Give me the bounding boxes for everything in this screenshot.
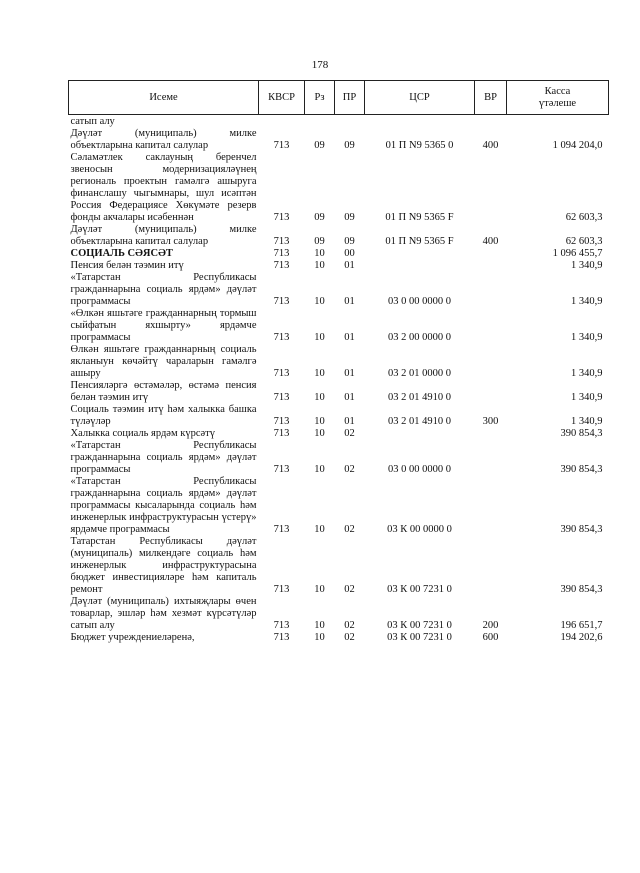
cell-name: Сәламәтлек саклауның беренчел звеносын модернизацияләүнең региональ проектын гамәлгә ашыруга финанслашу чыгымнары, шул исәптән Россия Федерациясе Хөкүмәте резерв фонды акчалары исәбеннән: [70, 152, 257, 223]
header-csr: ЦСР: [365, 81, 475, 115]
table-row: [69, 272, 609, 308]
cell-name: «Өлкән яшьтәге гражданнарның тормыш сыйфатын яхшырту» ярдәмче программасы: [70, 308, 257, 343]
cell-csr: 03 К 00 0000 0: [387, 524, 452, 535]
table-row: [69, 632, 609, 644]
cell-name: Социаль тәэмин итү һәм халыкка башка түләүләр: [70, 404, 257, 427]
cell-kassa: 1 340,9: [571, 260, 603, 271]
cell-csr: [365, 115, 475, 129]
cell-rz: 10: [314, 464, 325, 475]
table-row: [69, 380, 609, 404]
cell-kassa: 194 202,6: [560, 632, 603, 643]
cell-name: «Татарстан Республикасы гражданнарына социаль ярдәм» дәүләт программасы кысаларында социаль һәм инженерлык инфраструктурасын үстерү» ярдәмче программасы: [70, 476, 257, 535]
cell-rz: 10: [314, 632, 325, 643]
cell-name: Халыкка социаль ярдәм күрсәтү: [70, 428, 215, 439]
cell-rz: 09: [314, 236, 325, 247]
cell-kvsr: 713: [273, 464, 290, 475]
cell-name: Өлкән яшьтәге гражданнарның социаль якланыун көчәйтү чараларын гамәлгә ашыру: [70, 344, 257, 379]
cell-kvsr: 713: [273, 428, 290, 439]
cell-kassa: 390 854,3: [560, 428, 603, 439]
table-row: [69, 428, 609, 440]
table-row: [69, 260, 609, 272]
cell-kassa: 390 854,3: [560, 464, 603, 475]
cell-pr: 01: [344, 332, 355, 343]
cell-kvsr: 713: [273, 260, 290, 271]
cell-rz: 10: [314, 428, 325, 439]
cell-name: СОЦИАЛЬ СӘЯСӘТ: [70, 248, 173, 259]
cell-kassa: 1 340,9: [571, 392, 603, 403]
cell-pr: 01: [344, 392, 355, 403]
cell-csr: [365, 248, 475, 260]
table-row: [69, 308, 609, 344]
cell-csr: 01 П N9 5365 F: [385, 236, 454, 247]
cell-rz: 10: [314, 260, 325, 271]
cell-kvsr: 713: [273, 392, 290, 403]
table-body: [69, 115, 609, 645]
cell-name: сатып алу: [70, 116, 115, 127]
header-kassa: [507, 81, 609, 115]
cell-kvsr: 713: [273, 524, 290, 535]
cell-name: Дәүләт (муниципаль) ихтыяҗлары өчен товарлар, эшләр һәм хезмәт күрсәтүләр сатып алу: [70, 596, 257, 631]
cell-pr: 02: [344, 428, 355, 439]
cell-pr: 02: [344, 620, 355, 631]
cell-kvsr: 713: [273, 140, 290, 151]
table-row: [69, 344, 609, 380]
cell-kassa: 1 094 204,0: [552, 140, 603, 151]
header-kassa-line1: Касса: [544, 85, 571, 97]
cell-rz: 10: [314, 416, 325, 427]
cell-pr: 01: [344, 260, 355, 271]
cell-vr: 400: [482, 140, 499, 151]
cell-kassa: 1 340,9: [571, 296, 603, 307]
cell-kassa: 1 340,9: [571, 416, 603, 427]
header-pr: ПР: [335, 81, 365, 115]
cell-vr: [475, 260, 507, 272]
cell-vr: [475, 536, 507, 596]
table-row: [69, 224, 609, 248]
cell-vr: [475, 272, 507, 308]
cell-csr: 01 П N9 5365 F: [385, 212, 454, 223]
cell-rz: 10: [314, 332, 325, 343]
cell-rz: 10: [314, 392, 325, 403]
cell-name: «Татарстан Республикасы гражданнарына социаль ярдәм» дәүләт программасы: [70, 272, 257, 307]
cell-rz: 09: [314, 212, 325, 223]
cell-csr: 03 К 00 7231 0: [387, 584, 452, 595]
cell-name: Дәүләт (муниципаль) милке объектларына капитал салулар: [70, 128, 257, 151]
cell-kvsr: 713: [273, 248, 290, 259]
cell-kvsr: 713: [273, 236, 290, 247]
cell-rz: 09: [314, 140, 325, 151]
cell-kassa: 196 651,7: [560, 620, 603, 631]
table-row: [69, 152, 609, 224]
cell-pr: 00: [344, 248, 355, 259]
cell-vr: [475, 152, 507, 224]
cell-csr: 03 2 01 0000 0: [388, 368, 451, 379]
cell-vr: 200: [482, 620, 499, 631]
header-kvsr: КВСР: [259, 81, 305, 115]
cell-csr: 03 0 00 0000 0: [388, 464, 451, 475]
cell-kvsr: 713: [273, 212, 290, 223]
table-row: [69, 476, 609, 536]
cell-pr: 09: [344, 212, 355, 223]
cell-pr: 01: [344, 416, 355, 427]
table-row: [69, 115, 609, 129]
table-row: [69, 128, 609, 152]
cell-vr: [475, 476, 507, 536]
cell-kvsr: 713: [273, 296, 290, 307]
header-rz: Рз: [305, 81, 335, 115]
cell-rz: 10: [314, 584, 325, 595]
cell-csr: 03 К 00 7231 0: [387, 632, 452, 643]
cell-csr: 03 2 00 0000 0: [388, 332, 451, 343]
cell-csr: [365, 428, 475, 440]
cell-csr: 03 2 01 4910 0: [388, 416, 451, 427]
cell-kassa: 1 096 455,7: [552, 248, 603, 259]
cell-kassa: 62 603,3: [565, 236, 603, 247]
cell-pr: 02: [344, 464, 355, 475]
cell-name: Татарстан Республикасы дәүләт (муниципаль) милкендәге социаль һәм инженерлык инфраструктурасына бюджет инвестицияләре һәм капиталь ремонт: [70, 536, 257, 595]
cell-rz: [305, 115, 335, 129]
cell-kassa: 62 603,3: [565, 212, 603, 223]
cell-pr: 09: [344, 236, 355, 247]
table-row: [69, 404, 609, 428]
cell-pr: 01: [344, 296, 355, 307]
header-kassa-line2: үтәлеше: [538, 97, 577, 109]
cell-kvsr: 713: [273, 368, 290, 379]
cell-rz: 10: [314, 296, 325, 307]
cell-pr: 02: [344, 632, 355, 643]
cell-vr: [475, 115, 507, 129]
header-name: Исеме: [69, 81, 259, 115]
cell-kvsr: 713: [273, 332, 290, 343]
cell-rz: 10: [314, 248, 325, 259]
cell-vr: 300: [482, 416, 499, 427]
cell-rz: 10: [314, 368, 325, 379]
cell-name: Пенсияләргә өстәмәләр, өстәмә пенсия белән тәэмин итү: [70, 380, 257, 403]
cell-vr: [475, 428, 507, 440]
table-row: [69, 596, 609, 632]
cell-kassa: [507, 115, 609, 129]
cell-vr: [475, 344, 507, 380]
cell-vr: 600: [482, 632, 499, 643]
header-vr: ВР: [475, 81, 507, 115]
cell-name: Дәүләт (муниципаль) милке объектларына капитал салулар: [70, 224, 257, 247]
cell-kvsr: [259, 115, 305, 129]
cell-kassa: 390 854,3: [560, 584, 603, 595]
cell-csr: 01 П N9 5365 0: [385, 140, 454, 151]
cell-pr: [335, 115, 365, 129]
cell-vr: [475, 440, 507, 476]
budget-table: [68, 80, 609, 644]
table-row: [69, 440, 609, 476]
cell-pr: 02: [344, 524, 355, 535]
cell-pr: 09: [344, 140, 355, 151]
cell-csr: 03 2 01 4910 0: [388, 392, 451, 403]
cell-kassa: 390 854,3: [560, 524, 603, 535]
cell-rz: 10: [314, 524, 325, 535]
cell-pr: 02: [344, 584, 355, 595]
cell-kassa: 1 340,9: [571, 332, 603, 343]
cell-name: Бюджет учреждениеләренә,: [70, 632, 195, 643]
cell-name: Пенсия белән тәэмин итү: [70, 260, 184, 271]
cell-kvsr: 713: [273, 632, 290, 643]
table-row: [69, 536, 609, 596]
cell-csr: [365, 260, 475, 272]
cell-vr: [475, 308, 507, 344]
cell-vr: 400: [482, 236, 499, 247]
cell-csr: 03 К 00 7231 0: [387, 620, 452, 631]
page-number: 178: [311, 59, 329, 71]
table-header-row: [69, 81, 609, 115]
table-row: [69, 248, 609, 260]
cell-csr: 03 0 00 0000 0: [388, 296, 451, 307]
cell-kvsr: 713: [273, 584, 290, 595]
cell-kassa: 1 340,9: [571, 368, 603, 379]
cell-name: «Татарстан Республикасы гражданнарына социаль ярдәм» дәүләт программасы: [70, 440, 257, 475]
cell-pr: 01: [344, 368, 355, 379]
cell-rz: 10: [314, 620, 325, 631]
cell-kvsr: 713: [273, 416, 290, 427]
cell-kvsr: 713: [273, 620, 290, 631]
cell-vr: [475, 248, 507, 260]
cell-vr: [475, 380, 507, 404]
